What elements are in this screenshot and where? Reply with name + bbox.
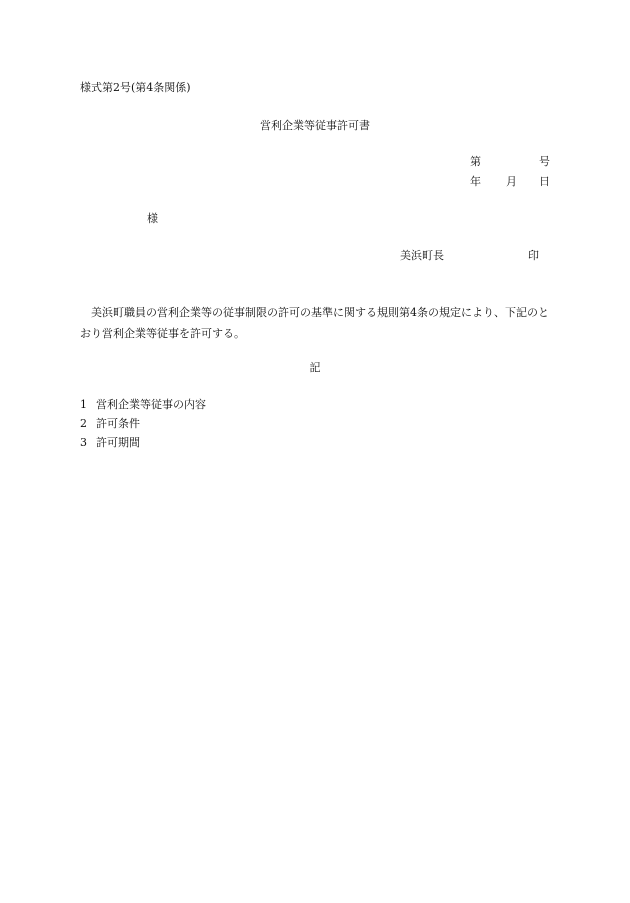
seal-mark: 印 xyxy=(528,249,539,262)
item-list xyxy=(80,398,206,455)
list-item xyxy=(80,436,206,455)
date-year: 年 xyxy=(470,175,481,188)
issuer-name: 美浜町長 xyxy=(400,249,444,262)
addressee-honorific: 様 xyxy=(147,212,158,225)
item-number: 2 xyxy=(80,417,87,430)
item-label: 許可期間 xyxy=(96,436,140,449)
date-day: 日 xyxy=(539,175,550,188)
item-label: 営利企業等従事の内容 xyxy=(96,398,206,411)
item-number: 3 xyxy=(80,436,87,449)
ki-heading: 記 xyxy=(309,361,321,374)
item-number: 1 xyxy=(80,398,87,411)
number-prefix: 第 xyxy=(470,155,481,168)
list-item xyxy=(80,398,206,417)
item-label: 許可条件 xyxy=(96,417,140,430)
permission-statement: 美浜町職員の営利企業等の従事制限の許可の基準に関する規則第4条の規定により、下記のとおり営利企業等従事を許可する。 xyxy=(80,306,549,340)
form-label: 様式第2号(第4条関係) xyxy=(80,81,191,94)
document-title: 営利企業等従事許可書 xyxy=(260,119,370,132)
date-month: 月 xyxy=(506,175,517,188)
number-suffix: 号 xyxy=(539,155,550,168)
list-item xyxy=(80,417,206,436)
